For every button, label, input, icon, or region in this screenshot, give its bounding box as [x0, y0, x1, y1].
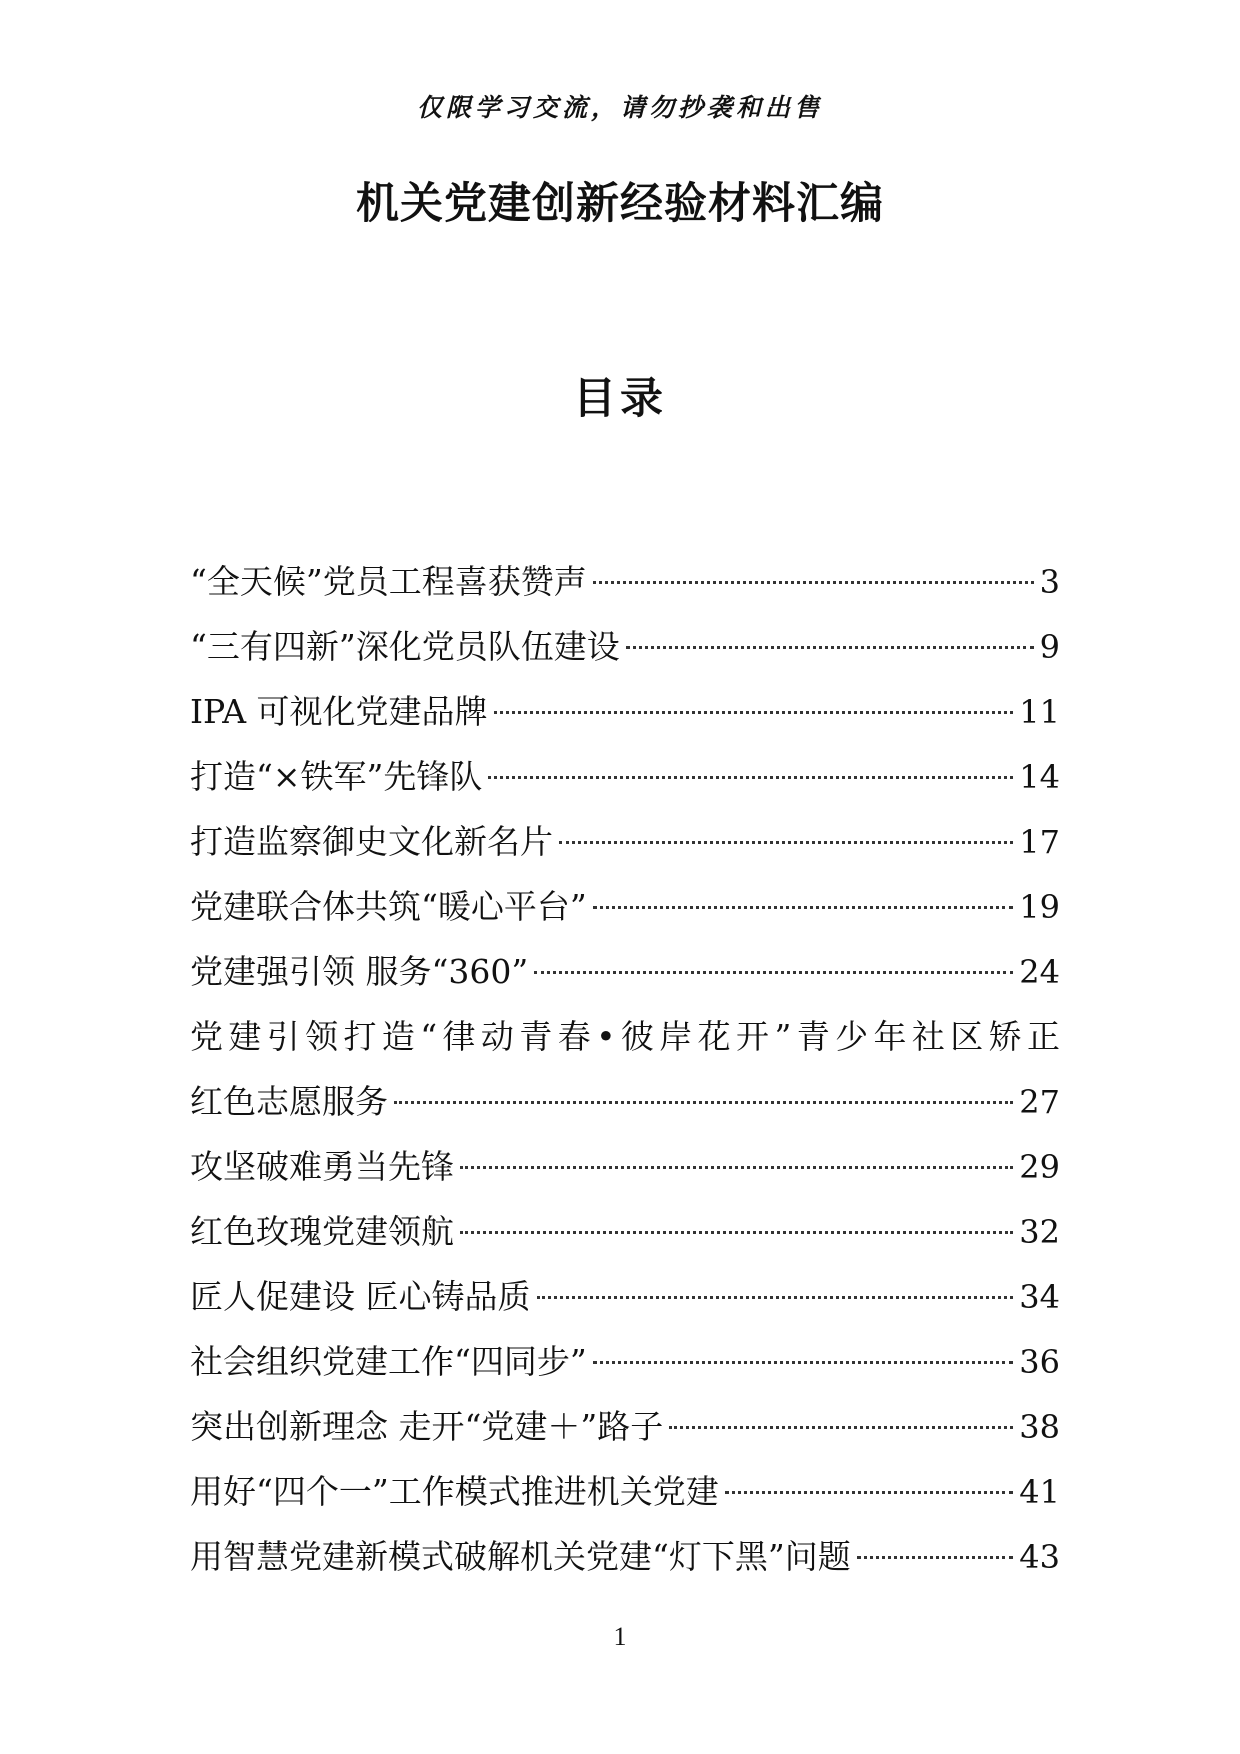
- toc-entry-page: 29: [1019, 1148, 1060, 1186]
- toc-entry[interactable]: [190, 1069, 1060, 1134]
- toc-entry[interactable]: [190, 549, 1060, 614]
- dot-leader: [537, 1295, 1014, 1299]
- toc-entry-page: 24: [1019, 953, 1060, 991]
- toc-entry[interactable]: [190, 1134, 1060, 1199]
- dot-leader: [534, 970, 1013, 974]
- dot-leader: [559, 840, 1013, 844]
- toc-entry-title: 红色志愿服务: [190, 1082, 388, 1121]
- toc-entry[interactable]: [190, 744, 1060, 809]
- toc-entry-page: 3: [1039, 563, 1060, 601]
- toc-entry-title: “三有四新”深化党员队伍建设: [190, 627, 620, 666]
- dot-leader: [593, 1360, 1014, 1364]
- toc-entry-page: 41: [1019, 1473, 1060, 1511]
- dot-leader: [593, 580, 1034, 584]
- toc-entry-title: 党建强引领 服务“360”: [190, 952, 529, 991]
- toc-entry-page: 36: [1019, 1343, 1060, 1381]
- toc-entry-title: 党建联合体共筑“暖心平台”: [190, 887, 587, 926]
- dot-leader: [669, 1425, 1013, 1429]
- toc-entry[interactable]: [190, 1264, 1060, 1329]
- dot-leader: [394, 1100, 1013, 1104]
- toc-entry-title: 匠人促建设 匠心铸品质: [190, 1277, 531, 1316]
- document-title: 机关党建创新经验材料汇编: [356, 179, 884, 229]
- toc-entry-title: 红色玫瑰党建领航: [190, 1212, 454, 1251]
- toc-entry-title: 突出创新理念 走开“党建＋”路子: [190, 1407, 664, 1446]
- page-number: 1: [613, 1622, 627, 1651]
- toc-entry-page: 32: [1019, 1213, 1060, 1251]
- toc-entry[interactable]: [190, 939, 1060, 1004]
- toc-entry[interactable]: [190, 809, 1060, 874]
- toc-entry-title: 用好“四个一”工作模式推进机关党建: [190, 1472, 719, 1511]
- toc-entry-title: 打造“×铁军”先锋队: [190, 757, 483, 796]
- dot-leader: [725, 1490, 1014, 1494]
- toc-entry-page: 14: [1019, 758, 1060, 796]
- toc-entry-page: 11: [1019, 693, 1060, 731]
- dot-leader: [857, 1555, 1014, 1559]
- toc-entry-title: 打造监察御史文化新名片: [190, 822, 553, 861]
- dot-leader: [593, 905, 1014, 909]
- dot-leader: [488, 775, 1013, 779]
- dot-leader: [626, 645, 1034, 649]
- dot-leader: [494, 710, 1014, 714]
- toc-entry-title: 社会组织党建工作“四同步”: [190, 1342, 587, 1381]
- table-of-contents: [190, 549, 1060, 1589]
- toc-entry[interactable]: [190, 679, 1060, 744]
- toc-entry[interactable]: [190, 874, 1060, 939]
- toc-heading: 目录: [573, 374, 667, 424]
- toc-entry[interactable]: [190, 1524, 1060, 1589]
- toc-entry-page: 43: [1019, 1538, 1060, 1576]
- copyright-notice: 仅限学习交流，请勿抄袭和出售: [416, 93, 823, 122]
- toc-entry-title: 攻坚破难勇当先锋: [190, 1147, 454, 1186]
- toc-entry-page: 19: [1019, 888, 1060, 926]
- dot-leader: [460, 1230, 1013, 1234]
- toc-entry[interactable]: [190, 614, 1060, 679]
- toc-entry-title: “全天候”党员工程喜获赞声: [190, 562, 587, 601]
- toc-entry-page: 27: [1019, 1083, 1060, 1121]
- toc-entry-title: 党建引领打造“律动青春•彼岸花开”青少年社区矫正: [190, 1017, 1060, 1056]
- toc-entry-page: 9: [1039, 628, 1060, 666]
- toc-entry[interactable]: [190, 1394, 1060, 1459]
- toc-entry[interactable]: [190, 1199, 1060, 1264]
- toc-entry[interactable]: [190, 1329, 1060, 1394]
- toc-entry[interactable]: [190, 1004, 1060, 1069]
- toc-entry-page: 38: [1019, 1408, 1060, 1446]
- toc-entry-title: IPA 可视化党建品牌: [190, 692, 488, 731]
- toc-entry[interactable]: [190, 1459, 1060, 1524]
- toc-entry-page: 17: [1019, 823, 1060, 861]
- toc-entry-title: 用智慧党建新模式破解机关党建“灯下黑”问题: [190, 1537, 851, 1576]
- toc-entry-page: 34: [1019, 1278, 1060, 1316]
- dot-leader: [460, 1165, 1013, 1169]
